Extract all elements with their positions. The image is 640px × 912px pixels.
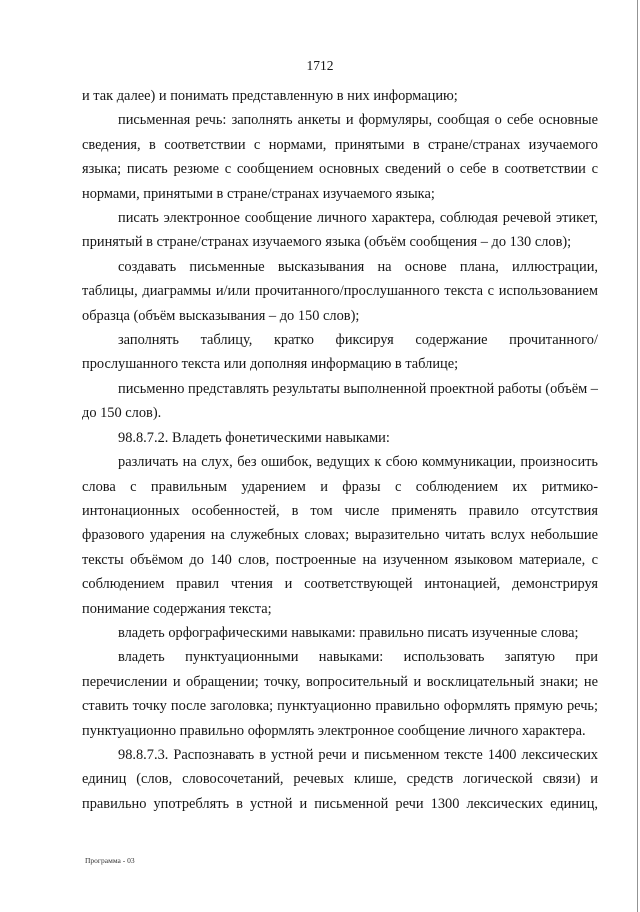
paragraph-lexical-units: 98.8.7.3. Распознавать в устной речи и письменном тексте 1400 лексических единиц (слов, словосочетаний, речевых клише, средств логической связи) и правильно употреблять в устной и письменной речи 1300 лексических единиц,: [82, 746, 598, 812]
paragraph-written-statements: создавать письменные высказывания на основе плана, иллюстрации, таблицы, диаграммы и/или прочитанного/прослушанного текста с использованием образца (объём высказывания – до 150 слов);: [82, 258, 598, 324]
paragraph-project-results: письменно представлять результаты выполненной проектной работы (объём – до 150 слов).: [82, 380, 598, 422]
paragraph-written-speech: письменная речь: заполнять анкеты и формуляры, сообщая о себе основные сведения, в соответствии с нормами, принятыми в стране/странах изучаемого языка; писать резюме с сообщением основных сведений о себе в соответствии с нормами, принятыми в стране/странах изучаемого языка;: [82, 112, 598, 202]
paragraph-continuation: и так далее) и понимать представленную в них информацию;: [82, 88, 458, 104]
paragraph-phonetic-skills: различать на слух, без ошибок, ведущих к сбою коммуникации, произносить слова с правильным ударением и фразы с соблюдением их ритмико-интонационных особенностей, в том числе применять правило отсутствия фразового ударения на служебных словах; выразительно читать вслух небольшие тексты объёмом до 140 слов, построенные на изученном языковом материале, с соблюдением правил чтения и соответствующей интонацией, демонстрируя понимание содержания текста;: [82, 454, 598, 617]
scan-edge: [637, 0, 638, 912]
section-heading-phonetics: 98.8.7.2. Владеть фонетическими навыками:: [118, 429, 390, 446]
paragraph-orthographic-skills: владеть орфографическими навыками: правильно писать изученные слова;: [118, 624, 579, 641]
paragraph-fill-table: заполнять таблицу, кратко фиксируя содержание прочитанного/ прослушанного текста или дополняя информацию в таблице;: [82, 332, 598, 373]
paragraph-punctuation-skills: владеть пунктуационными навыками: использовать запятую при перечислении и обращении; точку, вопросительный и восклицательный знаки; не ставить точку после заголовка; пунктуационно правильно оформлять прямую речь; пунктуационно правильно оформлять электронное сообщение личного характера.: [82, 649, 598, 739]
page-number: 1712: [306, 58, 334, 73]
footer-label: Программа - 03: [85, 856, 135, 865]
body-text: [82, 84, 598, 816]
paragraph-email: писать электронное сообщение личного характера, соблюдая речевой этикет, принятый в стране/странах изучаемого языка (объём сообщения – до 130 слов);: [82, 210, 598, 251]
